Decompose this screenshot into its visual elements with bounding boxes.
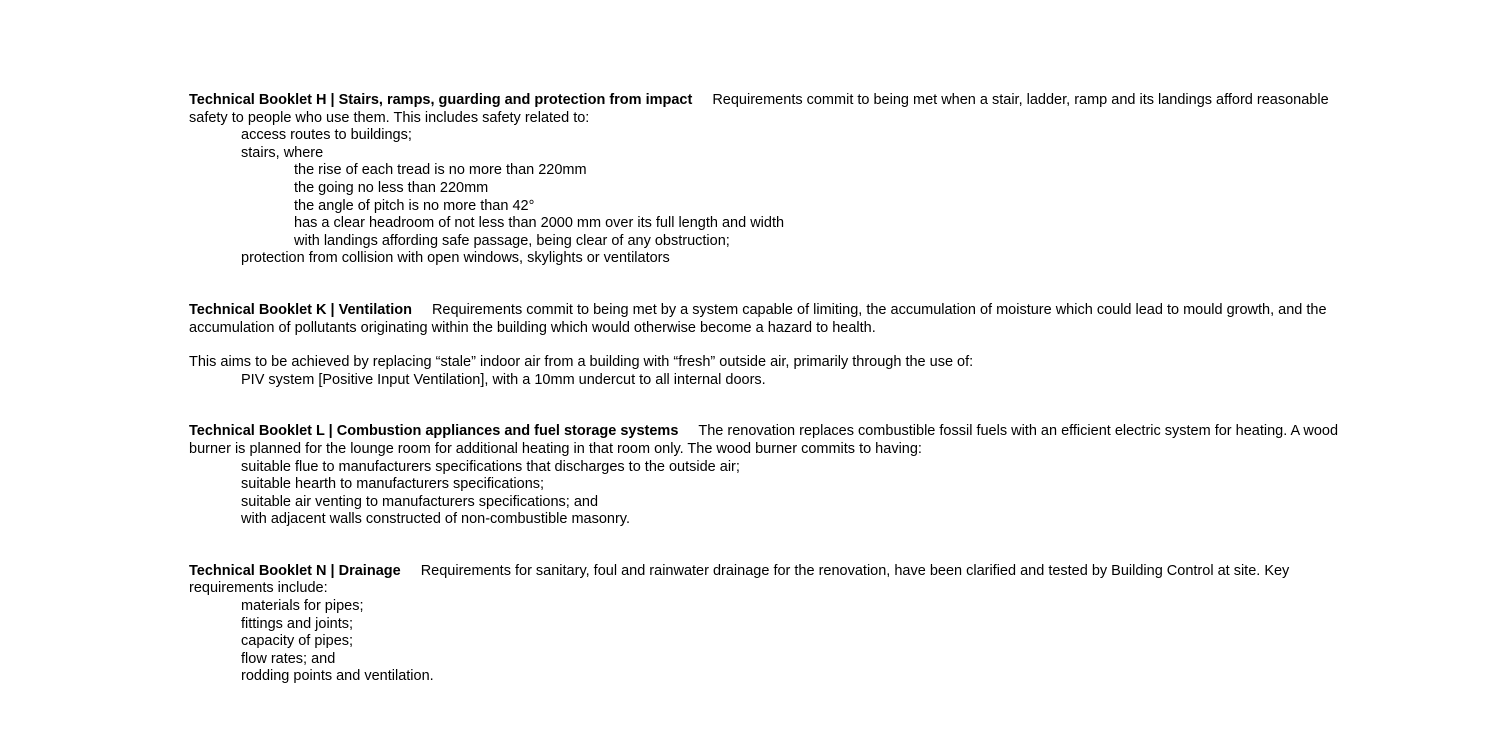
- section-h-sublist: [241, 162, 1349, 250]
- list-item: suitable hearth to manufacturers specifications;: [241, 476, 545, 493]
- section-k-heading: Technical Booklet K | Ventilation: [189, 301, 412, 318]
- section-booklet-h: [189, 92, 1349, 268]
- sublist-item: with landings affording safe passage, being clear of any obstruction;: [294, 232, 730, 249]
- list-item: with adjacent walls constructed of non-combustible masonry.: [241, 511, 631, 528]
- list-item: capacity of pipes;: [241, 633, 354, 650]
- sublist-item: the going no less than 220mm: [294, 179, 489, 196]
- section-n-intro: [189, 563, 1349, 598]
- section-booklet-l: [189, 423, 1349, 529]
- section-k-intro-text: Requirements commit to being met by a system capable of limiting, the accumulation of moisture which could lead to mould growth, and the accumulation of pollutants originating within the building which would otherwise become a hazard to health.: [189, 301, 1327, 336]
- document-body: [189, 92, 1349, 686]
- list-item: materials for pipes;: [241, 598, 364, 615]
- section-h-heading: Technical Booklet H | Stairs, ramps, guarding and protection from impact: [189, 92, 693, 108]
- list-item: rodding points and ventilation.: [241, 668, 434, 685]
- section-k-intro: [189, 302, 1349, 337]
- section-n-heading: Technical Booklet N | Drainage: [189, 562, 401, 579]
- section-l-intro-text: The renovation replaces combustible fossil fuels with an efficient electric system for heating. A wood burner is planned for the lounge room for additional heating in that room only. The wood burner commits to having:: [189, 423, 1339, 457]
- section-k-list: [189, 372, 1349, 390]
- list-item: fittings and joints;: [241, 615, 354, 632]
- list-item: access routes to buildings;: [241, 127, 412, 144]
- list-item: flow rates; and: [241, 650, 336, 667]
- section-h-intro-text: Requirements commit to being met when a stair, ladder, ramp and its landings afford reasonable safety to people who use them. This includes safety related to:: [189, 92, 1329, 126]
- list-item: PIV system [Positive Input Ventilation], with a 10mm undercut to all internal doors.: [241, 371, 766, 388]
- sublist-item: the angle of pitch is no more than 42°: [294, 197, 535, 214]
- list-item: suitable flue to manufacturers specifications that discharges to the outside air;: [241, 458, 740, 475]
- section-n-intro-text: Requirements for sanitary, foul and rainwater drainage for the renovation, have been clarified and tested by Building Control at site. Key requirements include:: [189, 562, 1290, 597]
- section-n-list: [189, 598, 1349, 686]
- section-h-list: [189, 127, 1349, 268]
- section-l-heading: Technical Booklet L | Combustion appliances and fuel storage systems: [189, 423, 679, 440]
- list-item: protection from collision with open windows, skylights or ventilators: [241, 250, 670, 267]
- section-booklet-k: [189, 302, 1349, 389]
- section-l-list: [189, 459, 1349, 529]
- sublist-item: the rise of each tread is no more than 220mm: [294, 162, 587, 179]
- section-l-intro: [189, 423, 1349, 458]
- sublist-item: has a clear headroom of not less than 2000 mm over its full length and width: [294, 215, 785, 232]
- section-booklet-n: [189, 563, 1349, 686]
- section-h-intro: [189, 92, 1349, 127]
- list-item: suitable air venting to manufacturers specifications; and: [241, 493, 599, 510]
- list-item: [241, 145, 1349, 251]
- list-item-text: stairs, where: [241, 144, 324, 161]
- section-k-paragraph: This aims to be achieved by replacing “stale” indoor air from a building with “fresh” outside air, primarily through the use of:: [189, 354, 974, 371]
